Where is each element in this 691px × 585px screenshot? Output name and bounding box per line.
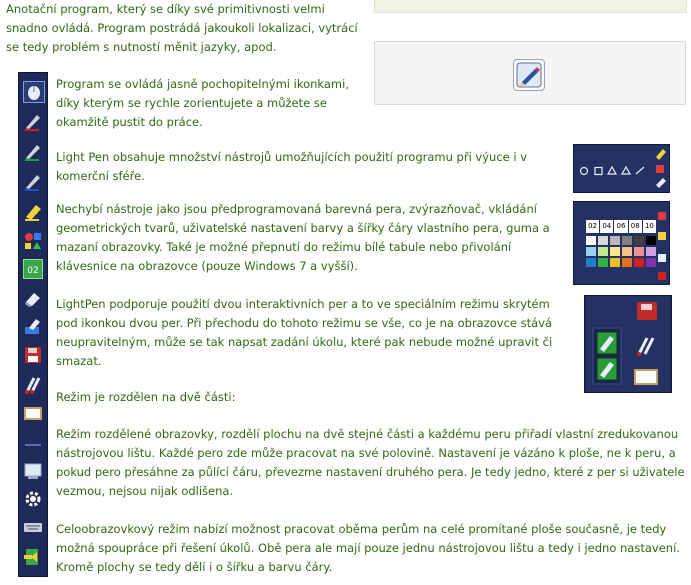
line-width-label: 02 (27, 266, 39, 276)
top-banner-box (374, 0, 687, 13)
two-pens-icon[interactable] (23, 375, 43, 395)
paragraph-two-pens: LightPen podporuje použití dvou interaktivních per a to ve speciálním režimu skrytém pod ikonkou dvou per. Při přechodu do tohoto režimu se vše, co je na obrazovce stává neupravitelným, může se tak napsat zadání úkolu, které pak nebude možné upravit či smazat. (56, 297, 553, 368)
mouse-pointer-icon[interactable] (23, 81, 45, 103)
line-width-option[interactable]: 02 (586, 220, 599, 233)
paragraph-fullscreen: Celoobrazovkový režim nabízí možnost pracovat oběma perům na celé promítané ploše současně, je tedy možná spoupráce při řešení úkolů. Obě pera ale mají pouze jednu nástrojovou lištu a tedy i jedno nastavení. Kromě plochy se tedy dělí i o šířku a barvu čáry. (56, 522, 680, 574)
line-width-option[interactable]: 06 (614, 220, 627, 233)
color-swatch-grid[interactable] (574, 202, 669, 284)
screenshot-icon[interactable] (23, 461, 43, 481)
lightpen-app-icon[interactable] (513, 59, 545, 91)
shapes-palette-thumbnail (573, 144, 670, 193)
paragraph-features: Nechybí nástroje jako jsou předprogramovaná barevná pera, zvýrazňovač, vkládání geometrických tvarů, uživatelské nastavení barvy a šířky čáry vlastního pera, guma a mazaní obrazovky. Také je možné přepnutí do režimu bílé tabule nebo přivolání klávesnice na obrazovce (pouze Windows 7 a vyšší). (56, 202, 550, 273)
divider-icon (23, 435, 43, 455)
line-width-option[interactable]: 04 (600, 220, 613, 233)
line-width-icon[interactable] (23, 259, 43, 279)
red-pen-icon[interactable] (23, 111, 43, 131)
app-download-box[interactable] (374, 41, 686, 105)
save-icon[interactable] (23, 345, 43, 365)
paragraph-mode-split: Režim je rozdělen na dvě části: (56, 390, 236, 404)
exit-icon[interactable] (23, 547, 43, 567)
paragraph-split-screen: Režim rozdělené obrazovky, rozdělí plochu na dvě stejné části a každému peru přiřadí vlastní zredukovanou nástrojovou lištu. Každé pero zde může pracovat na své polovině. Nastavení je vázáno k ploše, ne k peru, a pokud pero přesáhne za půlící čáru, převezme nastavení druhého pera. Je tedy jedno, které z per si uživatele vezmou, nejsou nijak odlišena. (56, 427, 685, 498)
keyboard-icon[interactable] (23, 517, 43, 537)
eraser-icon[interactable] (23, 288, 43, 308)
clear-screen-icon[interactable] (23, 316, 43, 336)
highlighter-icon[interactable] (23, 201, 43, 221)
color-width-palette-thumbnail (573, 201, 670, 285)
whiteboard-icon[interactable] (23, 403, 43, 423)
shapes-icon[interactable] (23, 231, 43, 251)
gear-icon[interactable] (23, 489, 43, 509)
line-width-option[interactable]: 10 (643, 220, 656, 233)
paragraph-tools: Light Pen obsahuje množství nástrojů umožňujících použití programu při výuce i v komerční sféře. (56, 150, 528, 183)
line-width-option[interactable]: 08 (629, 220, 642, 233)
green-pen-icon[interactable] (23, 141, 43, 161)
blue-pen-icon[interactable] (23, 171, 43, 191)
intro-paragraph: Anotační program, který se díky své primitivnosti velmi snadno ovládá. Program postrádá jakoukoli lokalizaci, vytrácí se tedy problém s nutností měnit jazyky, apod. (6, 2, 358, 54)
lightpen-toolbar (18, 72, 48, 577)
dual-pen-mode-thumbnail (584, 295, 672, 393)
paragraph-icons: Program se ovládá jasně pochopitelnými ikonkami, díky kterým se rychle zorientujete a můžete se okamžitě pustit do práce. (56, 77, 349, 129)
